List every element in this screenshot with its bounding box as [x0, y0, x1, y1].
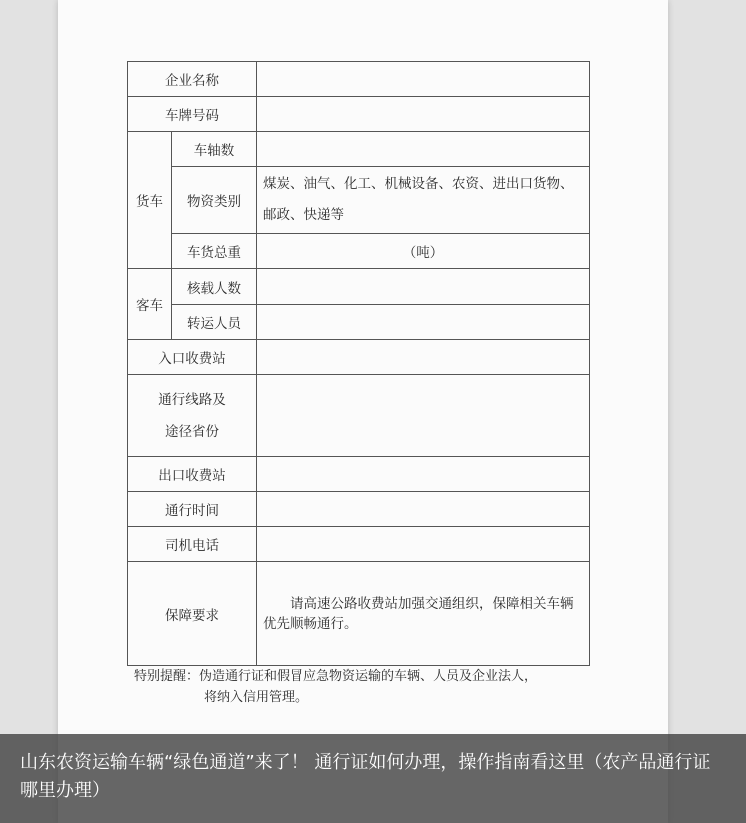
total-weight-unit: （吨） — [257, 234, 590, 269]
company-name-value — [257, 62, 590, 97]
guarantee-text-body: 请高速公路收费站加强交通组织，保障相关车辆优先顺畅通行。 — [263, 595, 574, 632]
driver-phone-label: 司机电话 — [128, 527, 257, 562]
driver-phone-value — [257, 527, 590, 562]
guarantee-label: 保障要求 — [128, 562, 257, 666]
table-row — [128, 457, 590, 492]
plate-number-value — [257, 97, 590, 132]
route-label-line1: 通行线路及 — [158, 391, 226, 408]
route-label-line2: 途径省份 — [165, 423, 219, 440]
pass-application-form — [127, 61, 590, 666]
special-reminder — [134, 666, 604, 708]
exit-toll-value — [257, 457, 590, 492]
table-row — [128, 492, 590, 527]
transfer-personnel-value — [257, 305, 590, 340]
pass-time-label: 通行时间 — [128, 492, 257, 527]
table-row — [128, 97, 590, 132]
table-row — [128, 132, 590, 167]
document-page — [58, 0, 668, 823]
table-row — [128, 62, 590, 97]
special-reminder-line2: 将纳入信用管理。 — [204, 690, 309, 705]
guarantee-text — [257, 562, 590, 666]
exit-toll-label: 出口收费站 — [128, 457, 257, 492]
pass-time-value — [257, 492, 590, 527]
table-row — [128, 375, 590, 457]
route-value — [257, 375, 590, 457]
entry-toll-value — [257, 340, 590, 375]
transfer-personnel-label: 转运人员 — [172, 305, 257, 340]
article-caption: 山东农资运输车辆“绿色通道”来了！ 通行证如何办理，操作指南看这里（农产品通行证哪里办理） — [0, 734, 746, 823]
table-row — [128, 527, 590, 562]
table-row — [128, 269, 590, 305]
axle-count-label: 车轴数 — [172, 132, 257, 167]
table-row — [128, 562, 590, 666]
entry-toll-label: 入口收费站 — [128, 340, 257, 375]
rated-passengers-value — [257, 269, 590, 305]
table-row — [128, 167, 590, 234]
cargo-type-label: 物资类别 — [172, 167, 257, 234]
total-weight-label: 车货总重 — [172, 234, 257, 269]
table-row — [128, 340, 590, 375]
rated-passengers-label: 核载人数 — [172, 269, 257, 305]
axle-count-value — [257, 132, 590, 167]
plate-number-label: 车牌号码 — [128, 97, 257, 132]
truck-label: 货车 — [128, 132, 172, 269]
special-reminder-line1: 特别提醒：伪造通行证和假冒应急物资运输的车辆、人员及企业法人， — [134, 669, 538, 684]
company-name-label: 企业名称 — [128, 62, 257, 97]
route-label — [128, 375, 257, 457]
cargo-type-value: 煤炭、油气、化工、机械设备、农资、进出口货物、邮政、快递等 — [257, 167, 590, 234]
table-row — [128, 305, 590, 340]
bus-label: 客车 — [128, 269, 172, 340]
table-row — [128, 234, 590, 269]
